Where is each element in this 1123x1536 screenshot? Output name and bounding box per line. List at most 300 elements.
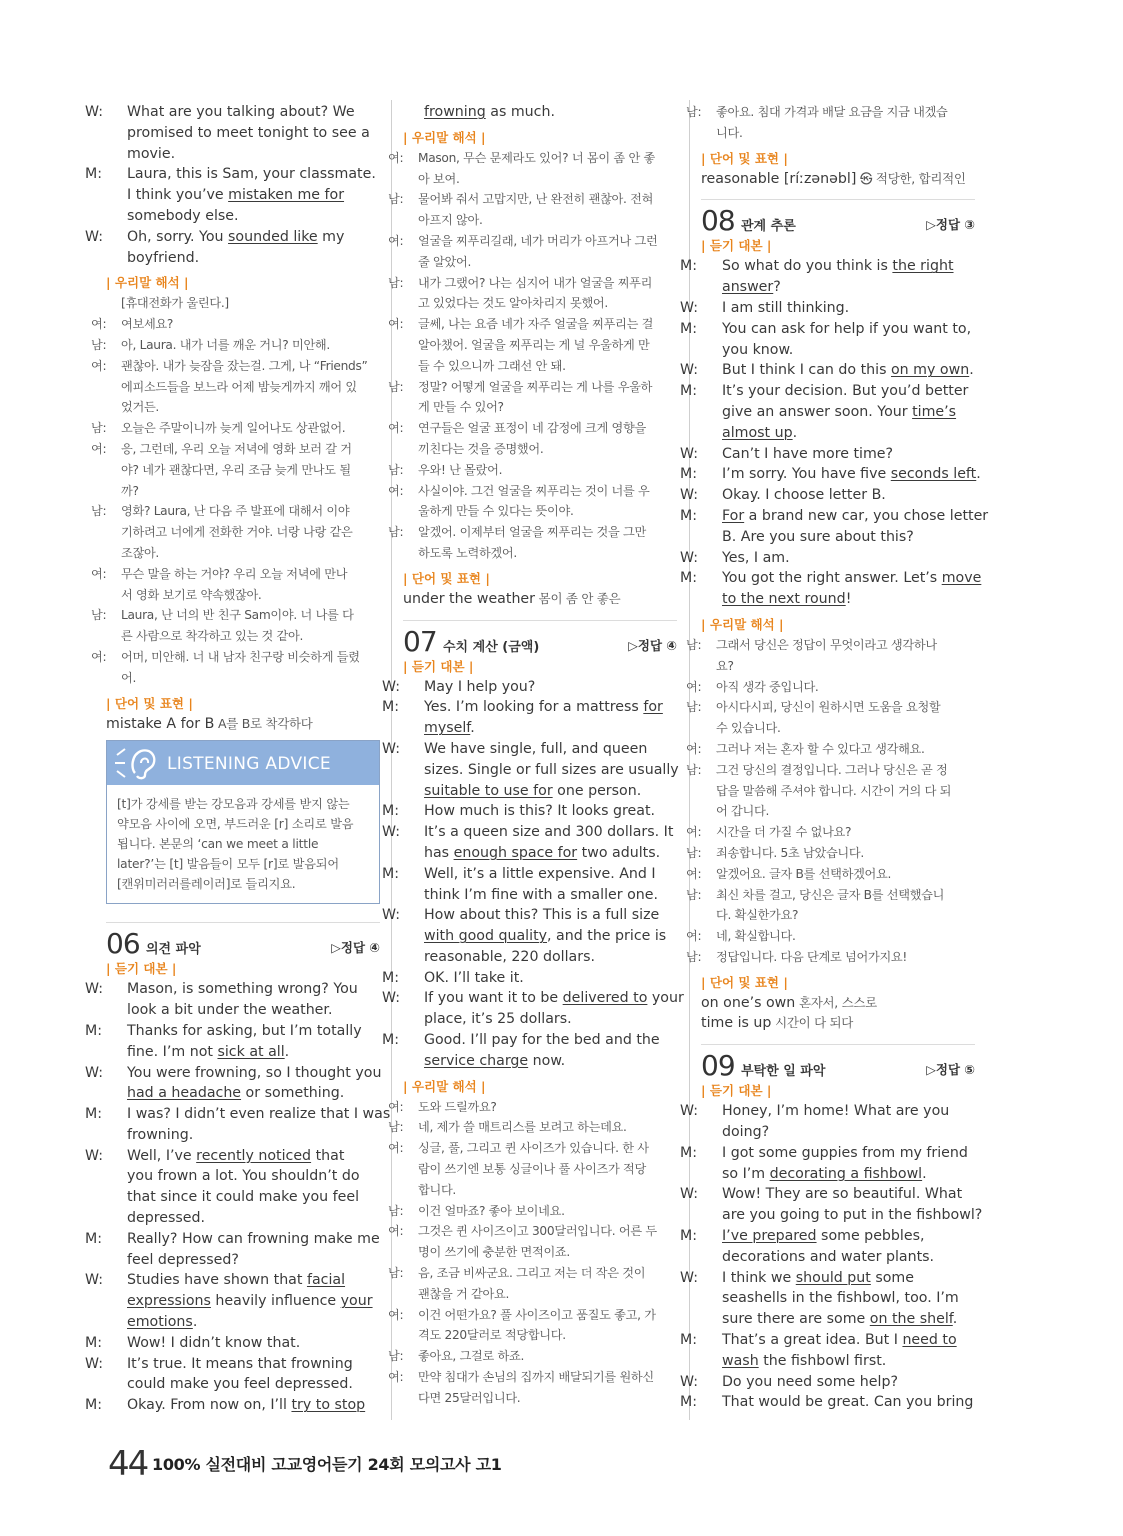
speaker-label: 여: [388,1224,404,1239]
underlined-phrase: facial [306,1272,346,1289]
dialogue-line [680,485,975,506]
section-title: 관계 추론 [741,219,796,235]
dialogue-text: heavily influence [210,1293,341,1310]
translation-text: 무슨 말을 하는 거야? 우리 오늘 저녁에 만나 [121,566,348,581]
translation-line [91,564,380,585]
translation-line [403,1325,677,1346]
dialogue-text: now. [528,1052,566,1069]
dialogue-text: . [470,720,475,737]
dialogue-line [680,256,975,277]
dialogue-line [701,1164,975,1185]
speaker-label: 여: [388,483,404,498]
speaker-label: M: [680,507,698,524]
dialogue-line [403,1051,677,1072]
dialogue-text: ! [845,591,852,608]
dialogue-text: reasonable, 220 dollars. [424,948,595,965]
dialogue-text: two adults. [577,844,661,861]
dialogue-text: or something. [241,1085,345,1102]
speaker-label: M: [680,1394,698,1411]
dialogue-text: I think you’ve [127,187,229,204]
dialogue-text: Studies have shown that [127,1272,307,1289]
translation-text: 아직 생각 중입니다. [716,679,819,694]
section-title: 수치 계산 (금액) [443,639,540,655]
vocab-entry [701,1013,975,1034]
vocab-block [106,714,380,735]
translation-text: 울하게 만들 수 있다는 뜻이야. [418,504,574,519]
dialogue-line [85,164,380,185]
speaker-label: M: [382,803,400,820]
dialogue-text: sure there are some [722,1311,870,1328]
dialogue-line [106,1187,380,1208]
translation-text: 어. [121,670,137,685]
underlined-phrase: recently noticed [196,1147,312,1164]
dialogue-text: Well, I’ve [127,1147,197,1164]
dialogue-line [382,905,677,926]
vocab-term: reasonable [701,170,780,187]
speaker-label: W: [680,487,698,504]
translation-text: 만약 침대가 손님의 집까지 배달되기를 원하신 [418,1370,654,1385]
dialogue-text: a brand new car, you chose letter [744,507,989,524]
advice-line: 약모음 사이에 오면, 부드러운 [r] 소리로 발음 [117,817,354,832]
translation-text: 좋아요. 침대 가격과 배달 요금을 지금 내겠습 [716,105,948,119]
dialogue-line [106,185,380,206]
dialogue-line [85,1063,382,1084]
translation-line [91,605,380,626]
underlined-phrase: need to [902,1332,957,1349]
underlined-phrase: enough space for [453,844,578,861]
translation-text: 아, Laura. 내가 너를 깨운 거니? 미안해. [121,337,330,352]
translation-line [686,885,975,906]
speaker-label: W: [680,1269,698,1286]
section-number: 09 [701,1049,735,1083]
translation-line [686,822,975,843]
translation-text: 그것은 퀸 사이즈이고 300달러입니다. 어른 두 [418,1224,657,1239]
dialogue-line [680,1184,975,1205]
translation-text: Laura, 난 너의 반 친구 Sam이야. 너 나를 다 [121,608,354,623]
dialogue-block [403,102,677,123]
dialogue-text: feel depressed? [127,1251,239,1268]
advice-line: 됩니다. 본문의 ‘can we meet a little [117,837,319,852]
speaker-label: W: [680,299,698,316]
dialogue-line [701,402,975,423]
speaker-label: 여: [388,1099,404,1114]
translation-line [106,668,380,689]
dialogue-text: ? [773,279,781,296]
speaker-label: M: [85,1334,103,1351]
translation-text: 요? [716,658,734,673]
translation-line [403,252,677,273]
underlined-phrase: almost up [722,424,793,441]
translation-line [388,1117,677,1138]
translation-text: 에피소드들을 보느라 어제 밤늦게까지 깨어 있 [121,379,357,394]
dialogue-block [680,256,989,610]
dialogue-line [382,697,677,718]
translation-text: 음, 조금 비싸군요. 그리고 저는 더 작은 것이 [418,1266,646,1281]
dialogue-line [85,1146,380,1167]
speaker-label: 여: [686,866,702,881]
vocab-entry [701,169,975,190]
translation-text: 물어봐 줘서 고맙지만, 난 완전히 괜찮아. 전혀 [418,192,654,207]
dialogue-block [680,1101,983,1413]
translation-text: 정답입니다. 다음 단계로 넘어가지요! [716,949,907,964]
translation-line [106,377,380,398]
speaker-label: 남: [388,1266,404,1281]
speaker-label: M: [85,166,103,183]
translation-block [686,635,975,968]
translation-line [106,293,380,314]
dialogue-line [680,506,989,527]
dialogue-line [680,568,982,589]
dialogue-line [382,677,677,698]
vocab-term: mistake A for B [106,715,215,732]
dialogue-text: I’m sorry. You have five [722,466,891,483]
underlined-phrase: the right [892,258,954,275]
dialogue-line [680,1392,975,1413]
translation-text: 이건 어떤가요? 풀 사이즈이고 품질도 좋고, 가 [418,1307,656,1322]
dialogue-line [106,1250,380,1271]
speaker-label: 여: [91,358,107,373]
dialogue-text: Really? How can frowning make me [127,1230,380,1247]
translation-line [701,781,975,802]
translation-text: 시간을 더 가질 수 없나요? [716,825,852,840]
dialogue-text: so I’m [722,1165,770,1182]
translation-line [106,626,380,647]
speaker-label: M: [85,1397,103,1414]
speaker-label: 남: [91,504,107,519]
section-title: 부탁한 일 파악 [741,1064,826,1080]
dialogue-line [680,381,975,402]
dialogue-line [382,968,677,989]
dialogue-block [382,677,684,1072]
dialogue-block [85,102,380,268]
section-answer: ▷정답 ⑤ [926,1062,975,1078]
dialogue-text: you frown a lot. You shouldn’t do [127,1168,360,1185]
translation-line [388,1263,677,1284]
dialogue-line [85,1395,380,1416]
speaker-label: M: [680,383,698,400]
dialogue-line [382,801,677,822]
translation-text: 싱글, 풀, 그리고 퀸 사이즈가 있습니다. 한 사 [418,1141,649,1156]
translation-line [388,314,677,335]
translation-line [403,439,677,460]
translation-text: 네, 제가 쓸 매트리스를 보려고 하는데요. [418,1120,627,1135]
dialogue-line [85,1354,380,1375]
dialogue-text: doing? [722,1124,770,1141]
translation-text: 도와 드릴까요? [418,1099,497,1114]
translation-line [686,739,975,760]
dialogue-line [106,248,380,269]
vocab-term: on one’s own [701,994,796,1011]
speaker-label: 남: [91,608,107,623]
translation-line [91,335,380,356]
dialogue-text: are you going to put in the fishbowl? [722,1207,983,1224]
vocab-entry [403,589,677,610]
translation-text: 어 갑니다. [716,804,770,819]
underlined-phrase: sick at all [217,1043,285,1060]
section-answer: ▷정답 ③ [926,217,975,233]
dialogue-text: Mason, is something wrong? You [127,981,358,998]
translation-line [403,1388,677,1409]
speaker-label: M: [382,969,400,986]
speaker-label: 남: [686,637,702,652]
translation-line [701,123,975,144]
dialogue-line [85,227,380,248]
dialogue-line [85,1104,391,1125]
translation-line [686,760,975,781]
vocab-term: under the weather [403,590,535,607]
underlined-phrase: time’s [912,403,957,420]
dialogue-line [701,340,975,361]
translation-line [403,293,677,314]
translation-text: 최신 차를 걸고, 당신은 글자 B를 선택했습니 [716,887,945,902]
dialogue-text: Wow! I didn’t know that. [127,1334,301,1351]
translation-text: 었거든. [121,400,159,415]
speaker-label: W: [85,104,103,120]
translation-line [388,460,677,481]
advice-line: [t]가 강세를 받는 강모음과 강세를 받지 않는 [117,797,350,812]
dialogue-line [403,947,677,968]
dialogue-text: boyfriend. [127,249,200,266]
speaker-label: W: [680,1186,698,1203]
dialogue-line [382,988,684,1009]
translation-text: 명이 쓰기에 충분한 면적이죠. [418,1245,570,1260]
dialogue-line [106,1000,380,1021]
dialogue-line [403,760,677,781]
speaker-label: 남: [686,700,702,715]
listening-advice-box [106,740,380,904]
translation-text: 영화? Laura, 난 다음 주 발표에 대해서 이야 [121,504,350,519]
translation-text: 응, 그런데, 우리 오늘 저녁에 영화 보러 갈 거 [121,441,352,456]
dialogue-line [403,781,677,802]
dialogue-line [680,464,981,485]
underlined-phrase: frowning [424,104,486,120]
translation-line [403,1180,677,1201]
speaker-label: W: [680,362,698,379]
dialogue-line [106,144,380,165]
dialogue-text: Wow! They are so beautiful. What [722,1186,963,1203]
dialogue-text: fine. I’m not [127,1043,218,1060]
underlined-phrase: suitable to use for [424,782,553,799]
dialogue-line [680,548,975,569]
vocab-entry [106,714,380,735]
dialogue-line [680,298,975,319]
section-number: 06 [106,927,140,961]
dialogue-text: has [424,844,454,861]
dialogue-text: You got the right answer. Let’s [722,570,942,587]
dialogue-line [106,1083,380,1104]
underlined-phrase: your [340,1293,373,1310]
dialogue-text: Do you need some help? [722,1373,898,1390]
speaker-label: M: [85,1106,103,1123]
dialogue-text: May I help you? [424,678,536,695]
translation-line [701,905,975,926]
dialogue-line [403,718,677,739]
speaker-label: 남: [686,949,702,964]
speaker-label: M: [382,699,400,716]
translation-text: 네, 확실합니다. [716,929,796,944]
translation-block [91,293,380,688]
speaker-label: 여: [686,825,702,840]
underlined-phrase: mistaken me for [228,187,345,204]
vocab-meaning: ㉿ 적당한, 합리적인 [856,170,966,186]
translation-text: 좋아요, 그걸로 하죠. [418,1349,525,1364]
dialogue-line [106,123,380,144]
translation-line [403,397,677,418]
dialogue-text: . [952,1311,958,1328]
speaker-label: 남: [388,275,404,290]
speaker-label: 남: [686,887,702,902]
dialogue-text: That’s a great idea. But I [722,1332,903,1349]
dialogue-text: How about this? This is a full size [424,907,660,924]
translation-text: 다. 확실한가요? [716,908,799,923]
vocab-label: | 단어 및 표현 | [701,974,788,990]
translation-text: 정말? 어떻게 얼굴을 찌푸리는 게 나를 우울하 [418,379,653,394]
speaker-label: M: [85,1022,103,1039]
translation-line [701,656,975,677]
advice-line: [캔위미러러를레이러]로 들리지요. [117,877,296,892]
dialogue-text: Oh, sorry. You [127,228,229,245]
vocab-meaning: 시간이 다 되다 [771,1015,854,1031]
dialogue-text: . [969,362,974,379]
translation-line [403,501,677,522]
dialogue-line [85,102,380,123]
translation-block [686,102,975,144]
translation-line [701,801,975,822]
dialogue-text: But I think I can do this [722,362,891,379]
speaker-label: W: [382,824,400,841]
dialogue-text: Yes. I’m looking for a mattress [424,699,644,716]
column-1 [85,102,391,1416]
translation-text: 얼굴을 찌푸리길래, 네가 머리가 아프거나 그런 [418,233,658,248]
underlined-phrase: service charge [424,1052,529,1069]
dialogue-text: It’s your decision. But you’d better [722,383,969,400]
dialogue-text: , and the price is [547,928,667,945]
listening-advice-body [107,785,379,903]
translation-line [388,1097,677,1118]
dialogue-line [106,1125,380,1146]
dialogue-line [680,1372,975,1393]
translation-line [388,418,677,439]
translation-text: 글쎄, 나는 요즘 네가 자주 얼굴을 찌푸리는 걸 [418,317,654,332]
listening-advice-header [107,741,379,785]
underlined-phrase: delivered to [562,990,648,1007]
listening-ear-icon [113,745,161,785]
translation-line [388,189,677,210]
dialogue-text: place, it’s 25 dollars. [424,1011,572,1028]
dialogue-text: could make you feel depressed. [127,1376,353,1393]
dialogue-text: look a bit under the weather. [127,1002,333,1019]
translation-line [388,377,677,398]
speaker-label: 남: [388,1349,404,1364]
translation-line [388,1367,677,1388]
dialogue-line [85,979,380,1000]
speaker-label: M: [382,1032,400,1049]
dialogue-text: that since it could make you feel [127,1189,360,1206]
dialogue-text: Honey, I’m home! What are you [722,1103,950,1120]
translation-line [388,522,677,543]
dialogue-text: It’s true. It means that frowning [127,1355,353,1372]
dialogue-text: somebody else. [127,207,239,224]
translation-line [388,148,677,169]
dialogue-text: think I’m fine with a smaller one. [424,886,658,903]
dialogue-text: I think we [722,1269,796,1286]
speaker-label: M: [382,865,400,882]
translation-text: 그래서 당신은 정답이 무엇이라고 생각하나 [716,637,937,652]
translation-line [106,397,380,418]
speaker-label: 남: [388,1120,404,1135]
script-label: | 듣기 대본 | [403,658,474,674]
translation-line [403,210,677,231]
translation-line [686,635,975,656]
translation-block [388,1097,677,1409]
speaker-label: 남: [686,105,702,119]
dialogue-text: Well, it’s a little expensive. And I [424,865,656,882]
dialogue-line [85,1229,380,1250]
translation-text: 어머, 미안해. 너 내 남자 친구랑 비슷하게 들렸 [121,649,360,664]
dialogue-line [701,589,975,610]
dialogue-line [680,1330,975,1351]
dialogue-text: You were frowning, so I thought you [127,1064,382,1081]
vocab-block [403,589,677,610]
dialogue-text: my [317,228,345,245]
translation-label: | 우리말 해석 | [403,1078,486,1094]
dialogue-text: decorations and water plants. [722,1248,935,1265]
speaker-label: M: [680,1332,698,1349]
speaker-label: W: [382,740,400,757]
translation-line [91,501,380,522]
dialogue-text: give an answer soon. Your [722,403,913,420]
translation-text: 아프지 않아. [418,213,483,228]
dialogue-text: you know. [722,341,794,358]
section-title: 의견 파악 [146,942,201,958]
speaker-label: M: [680,466,698,483]
dialogue-line [403,926,677,947]
dialogue-block [85,979,391,1416]
translation-text: 이건 얼마죠? 좋아 보이네요. [418,1203,565,1218]
translation-line [686,947,975,968]
translation-line [388,1221,677,1242]
translation-text: 괜찮아. 내가 늦잠을 잤는걸. 그게, 나 “Friends” [121,358,368,373]
speaker-label: 여: [686,929,702,944]
dialogue-text: I got some guppies from my friend [722,1144,968,1161]
dialogue-line [403,843,677,864]
dialogue-text: . [922,1165,927,1182]
dialogue-text: So what do you think is [722,258,893,275]
dialogue-line [85,1021,380,1042]
dialogue-text: promised to meet tonight to see a [127,124,370,141]
speaker-label: W: [382,990,400,1007]
speaker-label: 여: [686,741,702,756]
script-label: | 듣기 대본 | [106,961,177,977]
translation-line [686,926,975,947]
speaker-label: M: [680,1144,698,1161]
translation-line [403,335,677,356]
dialogue-text: movie. [127,145,176,162]
translation-line [701,718,975,739]
vocab-label: | 단어 및 표현 | [403,570,490,586]
dialogue-text: . [976,466,981,483]
column-3 [680,102,989,1413]
dialogue-line [701,277,975,298]
dialogue-text: Yes, I am. [722,549,790,566]
vocab-label: | 단어 및 표현 | [701,150,788,166]
dialogue-line [701,1122,975,1143]
dialogue-text: as much. [485,104,555,120]
dialogue-text: Thanks for asking, but I’m totally [127,1022,362,1039]
dialogue-line [701,1247,975,1268]
translation-text: 른 사람으로 착각하고 있는 것 같아. [121,629,304,644]
translation-line [388,1305,677,1326]
